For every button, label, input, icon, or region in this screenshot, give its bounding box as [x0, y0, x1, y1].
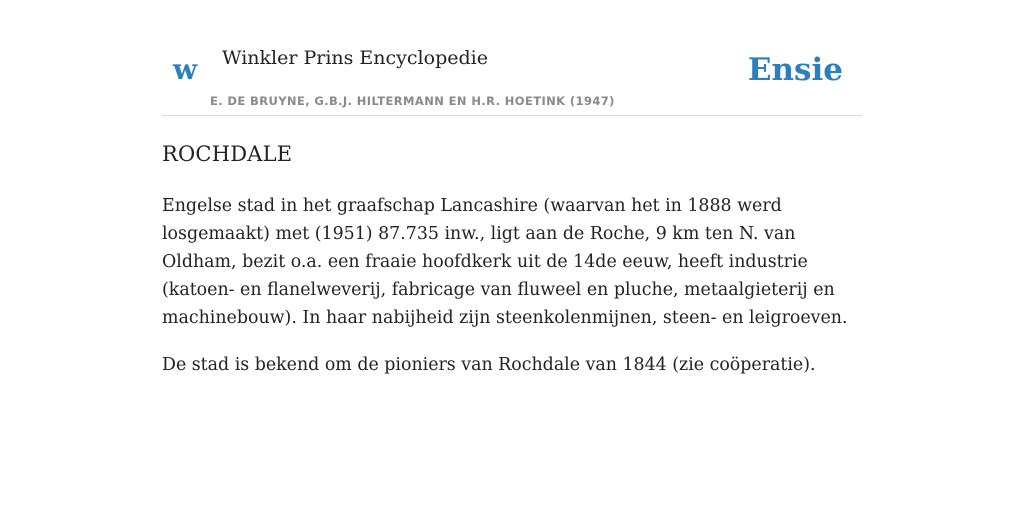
article [162, 138, 862, 379]
encyclopedia-title-link[interactable]: Winkler Prins Encyclopedie [222, 47, 488, 69]
ensie-brand-link[interactable]: Ensie [747, 52, 843, 88]
site-header [162, 40, 862, 116]
encyclopedia-logo-link[interactable]: w [173, 53, 198, 86]
article-title: ROCHDALE [162, 142, 293, 166]
article-paragraph: De stad is bekend om de pioniers van Rochdale van 1844 (zie coöperatie). [162, 355, 816, 375]
authors-line: E. DE BRUYNE, G.B.J. HILTERMANN EN H.R. HOETINK (1947) [210, 94, 615, 108]
article-paragraph: Engelse stad in het graafschap Lancashire (waarvan het in 1888 werd losgemaakt) met (1951) 87.735 inw., ligt aan de Roche, 9 km ten N. van Oldham, bezit o.a. een fraaie hoofdkerk uit de 14de eeuw, heeft industrie (katoen- en flanelweverij, fabricage van fluweel en pluche, metaalgieterij en machinebouw). In haar nabijheid zijn steenkolenmijnen, steen- en leigroeven. [162, 196, 848, 328]
